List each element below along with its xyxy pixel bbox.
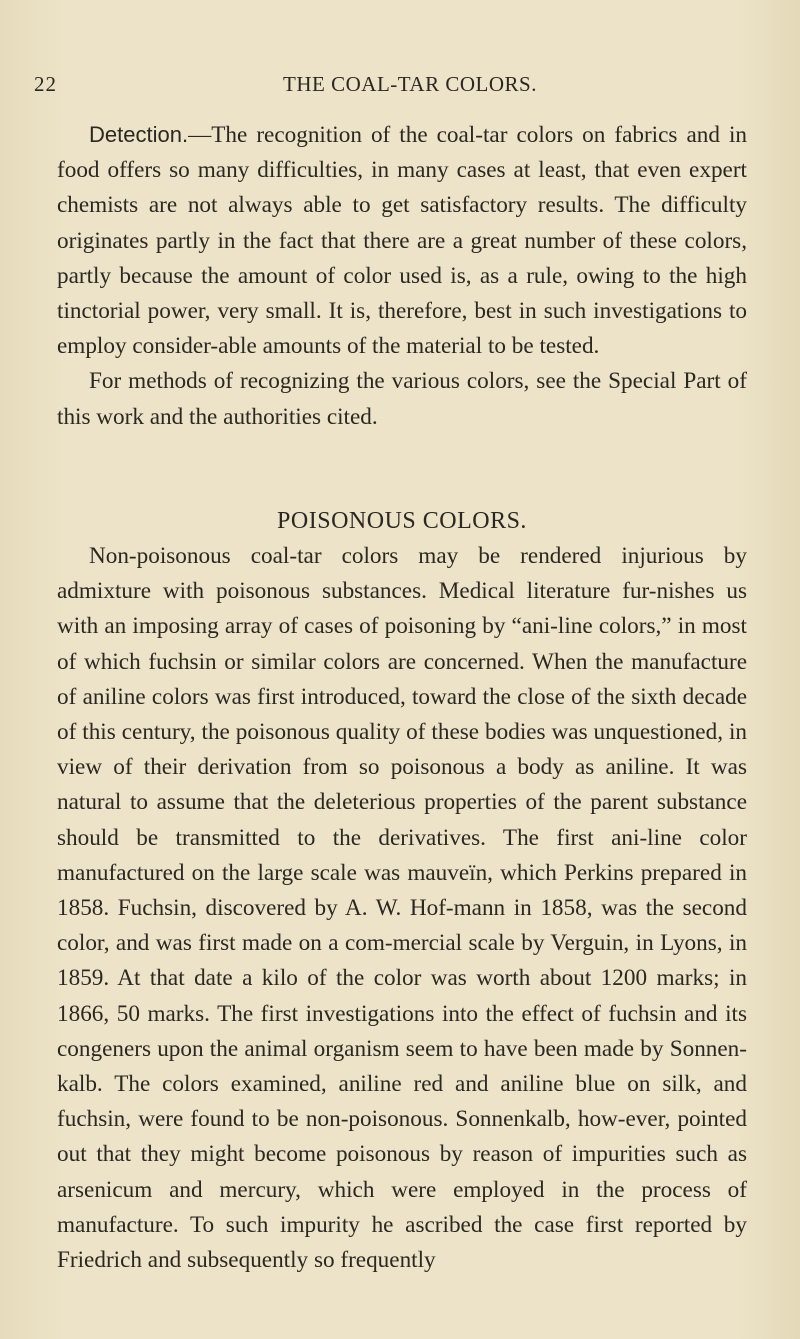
- poisonous-colors-paragraph: Non-poisonous coal-tar colors may be rendered injurious by admixture with poisonous substances. Medical literature fur-nishes us with an imposing array of cases of poisoning by “ani-line colors,” in most of which fuchsin or similar colors are concerned. When the manufacture of aniline colors was first introduced, toward the close of the sixth decade of this century, the poisonous quality of these bodies was unquestioned, in view of their derivation from so poisonous a body as aniline. It was natural to assume that the deleterious properties of the parent substance should be transmitted to the derivatives. The first ani-line color manufactured on the large scale was mauveïn, which Perkins prepared in 1858. Fuchsin, discovered by A. W. Hof-mann in 1858, was the second color, and was first made on a com-mercial scale by Verguin, in Lyons, in 1859. At that date a kilo of the color was worth about 1200 marks; in 1866, 50 marks. The first investigations into the effect of fuchsin and its congeners upon the animal organism seem to have been made by Sonnen-kalb. The colors examined, aniline red and aniline blue on silk, and fuchsin, were found to be non-poisonous. Sonnenkalb, how-ever, pointed out that they might become poisonous by reason of impurities such as arsenicum and mercury, which were employed in the process of manufacture. To such impurity he ascribed the case first reported by Friedrich and subsequently so frequently: [57, 543, 747, 1274]
- detection-text: —The recognition of the coal-tar colors on fabrics and in food offers so many difficulties, in many cases at least, that even expert chemists are not always able to get satisfactory results. The difficulty originates partly in the fact that there are a great number of these colors, partly because the amount of color used is, as a rule, owing to the high tinctorial power, very small. It is, therefore, best in such investigations to employ consider-able amounts of the material to be tested.: [57, 122, 747, 360]
- running-title: THE COAL-TAR COLORS.: [283, 72, 537, 96]
- methods-paragraph: For methods of recognizing the various colors, see the Special Part of this work and the authorities cited.: [57, 368, 747, 430]
- page-number: 22: [34, 72, 57, 96]
- detection-heading: Detection.: [89, 122, 189, 147]
- page-body: [57, 117, 747, 1278]
- detection-paragraph: [57, 117, 747, 364]
- section-heading-poisonous-colors: POISONOUS COLORS.: [277, 507, 527, 534]
- page-header: [34, 72, 760, 102]
